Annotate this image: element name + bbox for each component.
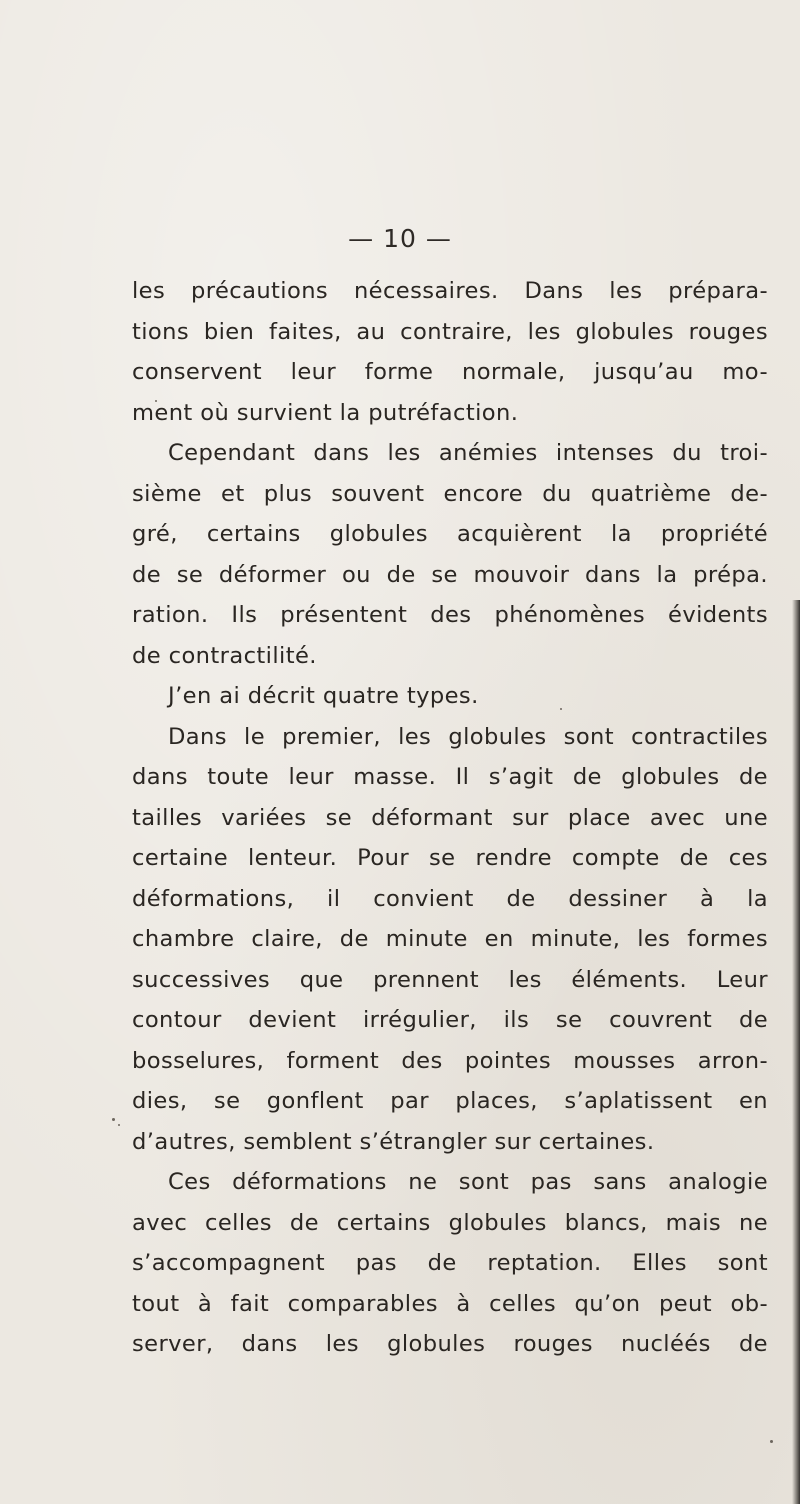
text-line: Dans le premier, les globules sont contractiles: [168, 723, 768, 750]
text-line: avec celles de certains globules blancs, mais ne: [132, 1209, 768, 1236]
text-line: successives que prennent les éléments. Leur: [132, 966, 768, 993]
text-line: s’accompagnent pas de reptation. Elles sont: [132, 1250, 768, 1276]
page-number: — 10 —: [348, 224, 452, 253]
text-line: ration. Ils présentent des phénomènes évidents: [132, 602, 768, 628]
page-edge-shadow: [792, 600, 800, 1504]
text-line: déformations, il convient de dessiner à la: [132, 885, 768, 912]
text-line: dans toute leur masse. Il s’agit de globules de: [132, 764, 768, 790]
text-line: Ces déformations ne sont pas sans analogie: [168, 1169, 768, 1195]
text-line: server, dans les globules rouges nucléés de: [132, 1331, 768, 1357]
text-line: gré, certains globules acquièrent la propriété: [132, 521, 768, 547]
text-line: sième et plus souvent encore du quatrième de-: [132, 480, 768, 507]
text-line: contour devient irrégulier, ils se couvrent de: [132, 1007, 768, 1033]
body-text: [132, 271, 768, 1365]
text-line: les précautions nécessaires. Dans les prépara-: [132, 278, 768, 304]
text-line: d’autres, semblent s’étrangler sur certaines.: [132, 1128, 655, 1155]
text-line: tions bien faites, au contraire, les globules rouges: [132, 318, 768, 345]
text-line: tout à fait comparables à celles qu’on peut ob-: [132, 1290, 768, 1317]
text-line: de se déformer ou de se mouvoir dans la prépa.: [132, 561, 768, 588]
text-line: J’en ai décrit quatre types.: [168, 683, 479, 709]
text-line: Cependant dans les anémies intenses du troi-: [168, 440, 768, 466]
text-line: de contractilité.: [132, 642, 317, 669]
text-line: dies, se gonflent par places, s’aplatissent en: [132, 1088, 768, 1114]
text-line: bosselures, forment des pointes mousses arron-: [132, 1047, 768, 1074]
text-line: ment où survient la putréfaction.: [132, 399, 519, 426]
text-line: conservent leur forme normale, jusqu’au mo-: [132, 359, 768, 385]
text-line: tailles variées se déformant sur place avec une: [132, 804, 768, 831]
text-line: certaine lenteur. Pour se rendre compte de ces: [132, 845, 768, 871]
text-line: chambre claire, de minute en minute, les formes: [132, 926, 768, 952]
